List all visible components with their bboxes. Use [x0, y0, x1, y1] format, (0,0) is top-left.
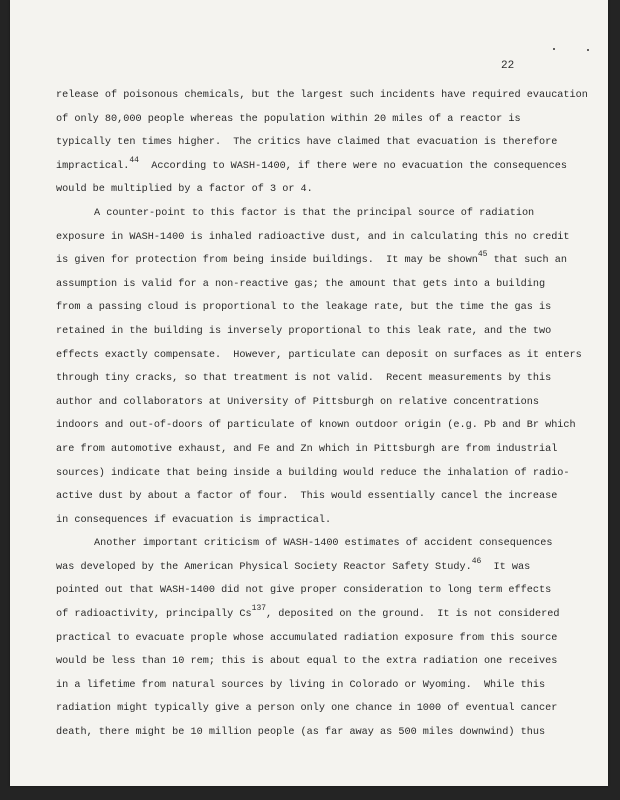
text-line: would be less than 10 rem; this is about equal to the extra radiation one receives: [56, 656, 558, 668]
footnote-ref: 45: [477, 250, 488, 260]
text-line: [56, 249, 576, 273]
text-line: effects exactly compensate. However, particulate can deposit on surfaces as it enters: [56, 349, 582, 361]
line-text: of radioactivity, principally Cs: [56, 609, 252, 621]
line-text: was developed by the American Physical Society Reactor Safety Study.: [56, 561, 472, 573]
line-text: It was: [481, 561, 531, 573]
paragraph: [56, 202, 582, 532]
text-line: release of poisonous chemicals, but the largest such incidents have required evaucation: [56, 90, 588, 101]
text-line: of only 80,000 people whereas the population within 20 miles of a reactor is: [56, 113, 521, 125]
paragraph: [56, 84, 588, 202]
text-line: retained in the building is inversely proportional to this leak rate, and the two: [56, 325, 552, 337]
text-line: typically ten times higher. The critics have claimed that evacuation is therefore: [56, 137, 558, 149]
text-line: in a lifetime from natural sources by living in Colorado or Wyoming. While this: [56, 679, 546, 691]
scan-speck: [553, 48, 555, 50]
body-text: [56, 84, 588, 745]
scan-speck: [587, 49, 589, 51]
text-line: active dust by about a factor of four. This would essentially cancel the increase: [56, 491, 558, 503]
text-line: would be multiplied by a factor of 3 or 4.: [56, 184, 313, 196]
paragraph: [56, 532, 576, 744]
line-text: According to WASH-1400, if there were no evacuation the consequences: [138, 160, 567, 172]
text-line: practical to evacuate prople whose accumulated radiation exposure from this source: [56, 632, 558, 644]
text-line: author and collaborators at University of Pittsburgh on relative concentrations: [56, 396, 539, 408]
text-line: [56, 155, 576, 179]
footnote-ref: 137: [251, 604, 267, 614]
text-line: Another important criticism of WASH-1400 estimates of accident consequences: [94, 538, 553, 550]
page-number: 22: [501, 60, 515, 72]
line-text: , deposited on the ground. It is not considered: [266, 609, 560, 621]
text-line: indoors and out-of-doors of particulate of known outdoor origin (e.g. Pb and Br which: [56, 420, 576, 432]
text-line: radiation might typically give a person only one chance in 1000 of eventual cancer: [56, 703, 558, 715]
line-text: that such an: [487, 255, 567, 267]
text-line: sources) indicate that being inside a building would reduce the inhalation of radio-: [56, 467, 570, 479]
text-line: are from automotive exhaust, and Fe and Zn which in Pittsburgh are from industrial: [56, 443, 558, 455]
text-line: [56, 603, 576, 627]
text-line: A counter-point to this factor is that the principal source of radiation: [94, 207, 535, 219]
text-line: assumption is valid for a non-reactive gas; the amount that gets into a building: [56, 278, 546, 290]
text-line: [56, 556, 576, 580]
text-line: exposure in WASH-1400 is inhaled radioactive dust, and in calculating this no credit: [56, 231, 570, 243]
document-page: [10, 0, 608, 786]
text-line: pointed out that WASH-1400 did not give proper consideration to long term effects: [56, 585, 552, 597]
footnote-ref: 44: [129, 155, 139, 165]
text-line: death, there might be 10 million people (as far away as 500 miles downwind) thus: [56, 727, 546, 739]
text-line: through tiny cracks, so that treatment is not valid. Recent measurements by this: [56, 373, 552, 385]
line-text: is given for protection from being inside buildings. It may be shown: [56, 255, 478, 267]
footnote-ref: 46: [471, 556, 482, 566]
line-text: impractical.: [56, 160, 130, 172]
text-line: from a passing cloud is proportional to the leakage rate, but the time the gas is: [56, 302, 552, 314]
text-line: in consequences if evacuation is impractical.: [56, 514, 332, 526]
